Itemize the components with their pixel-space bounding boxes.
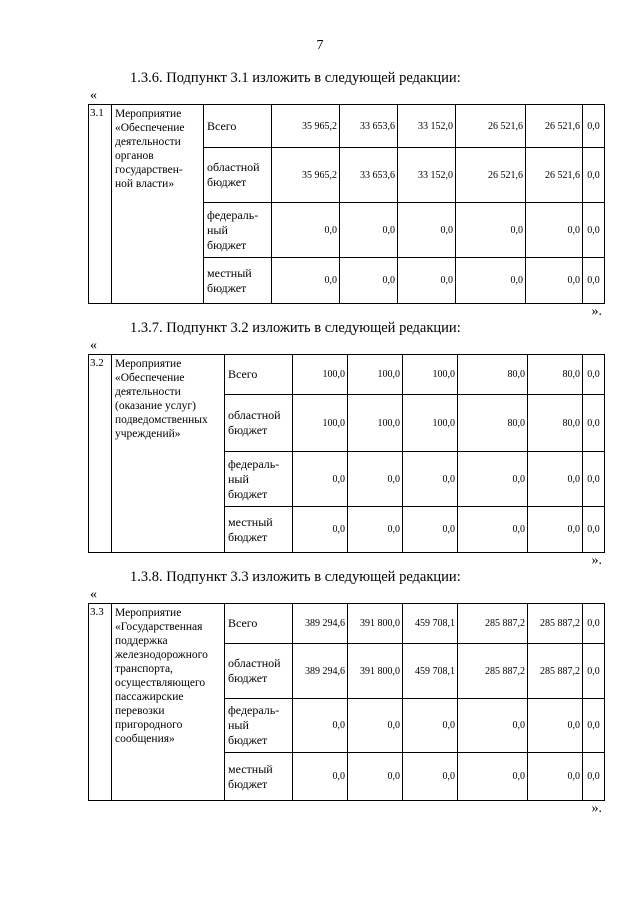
section-3-1 (88, 68, 604, 320)
value-cell: 389 294,6 (293, 604, 348, 644)
value-cell: 35 965,2 (272, 105, 340, 148)
budget-table (88, 354, 605, 553)
section-heading: 1.3.8. Подпункт 3.3 изложить в следующей редакции: (130, 569, 461, 585)
funding-source: Всего (204, 105, 272, 148)
value-cell: 0,0 (458, 699, 528, 753)
value-cell: 459 708,1 (403, 644, 458, 699)
funding-source: федераль-ный бюджет (225, 699, 293, 753)
value-cell: 0,0 (272, 258, 340, 304)
close-quote: ». (591, 304, 602, 319)
value-cell: 0,0 (526, 258, 583, 304)
measure-description: Мероприятие «Государственная поддержка железнодорожного транспорта, осуществляющего пассажирские перевозки пригородного сообщения» (112, 604, 225, 801)
measure-description: Мероприятие «Обеспечение деятельности (оказание услуг) подведомственных учреждений» (112, 355, 225, 553)
value-cell: 0,0 (456, 203, 526, 258)
value-cell: 100,0 (293, 395, 348, 452)
value-cell: 0,0 (340, 203, 398, 258)
budget-table (88, 104, 605, 304)
value-cell: 0,0 (293, 753, 348, 801)
value-cell: 0,0 (293, 507, 348, 553)
value-cell: 0,0 (583, 395, 605, 452)
close-quote: ». (591, 801, 602, 816)
value-cell: 0,0 (528, 699, 583, 753)
value-cell: 80,0 (458, 355, 528, 395)
value-cell: 0,0 (403, 507, 458, 553)
value-cell: 0,0 (293, 699, 348, 753)
value-cell: 0,0 (348, 452, 403, 507)
value-cell: 0,0 (348, 753, 403, 801)
value-cell: 0,0 (583, 258, 605, 304)
measure-description: Мероприятие «Обеспечение деятельности органов государствен-ной власти» (112, 105, 204, 304)
value-cell: 391 800,0 (348, 604, 403, 644)
value-cell: 100,0 (348, 395, 403, 452)
value-cell: 389 294,6 (293, 644, 348, 699)
value-cell: 0,0 (403, 699, 458, 753)
value-cell: 0,0 (583, 604, 605, 644)
funding-source: областной бюджет (225, 395, 293, 452)
funding-source: местный бюджет (225, 507, 293, 553)
value-cell: 0,0 (526, 203, 583, 258)
funding-source: областной бюджет (204, 148, 272, 203)
value-cell: 0,0 (583, 753, 605, 801)
value-cell: 0,0 (458, 452, 528, 507)
table-row (89, 105, 605, 148)
value-cell: 26 521,6 (526, 105, 583, 148)
value-cell: 100,0 (403, 355, 458, 395)
value-cell: 391 800,0 (348, 644, 403, 699)
value-cell: 80,0 (458, 395, 528, 452)
value-cell: 0,0 (403, 452, 458, 507)
value-cell: 33 152,0 (398, 148, 456, 203)
value-cell: 0,0 (583, 507, 605, 553)
value-cell: 0,0 (403, 753, 458, 801)
value-cell: 35 965,2 (272, 148, 340, 203)
section-3-2 (88, 318, 604, 569)
row-number: 3.2 (89, 355, 112, 553)
section-heading: 1.3.7. Подпункт 3.2 изложить в следующей редакции: (130, 320, 461, 336)
value-cell: 0,0 (583, 105, 605, 148)
value-cell: 80,0 (528, 355, 583, 395)
funding-source: федераль-ный бюджет (225, 452, 293, 507)
value-cell: 285 887,2 (458, 604, 528, 644)
value-cell: 285 887,2 (458, 644, 528, 699)
row-number: 3.1 (89, 105, 112, 304)
value-cell: 0,0 (583, 644, 605, 699)
value-cell: 0,0 (583, 148, 605, 203)
section-heading: 1.3.6. Подпункт 3.1 изложить в следующей редакции: (130, 70, 461, 86)
value-cell: 285 887,2 (528, 604, 583, 644)
row-number: 3.3 (89, 604, 112, 801)
value-cell: 0,0 (272, 203, 340, 258)
value-cell: 285 887,2 (528, 644, 583, 699)
section-3-3 (88, 567, 604, 817)
value-cell: 26 521,6 (456, 105, 526, 148)
value-cell: 0,0 (583, 699, 605, 753)
funding-source: местный бюджет (225, 753, 293, 801)
value-cell: 0,0 (293, 452, 348, 507)
value-cell: 0,0 (528, 452, 583, 507)
value-cell: 80,0 (528, 395, 583, 452)
funding-source: областной бюджет (225, 644, 293, 699)
table-row (89, 604, 605, 644)
close-quote: ». (591, 553, 602, 568)
budget-table (88, 603, 605, 801)
value-cell: 0,0 (348, 507, 403, 553)
open-quote: « (90, 338, 97, 353)
value-cell: 0,0 (583, 452, 605, 507)
value-cell: 100,0 (348, 355, 403, 395)
value-cell: 0,0 (348, 699, 403, 753)
value-cell: 0,0 (398, 258, 456, 304)
funding-source: Всего (225, 355, 293, 395)
value-cell: 100,0 (403, 395, 458, 452)
value-cell: 459 708,1 (403, 604, 458, 644)
open-quote: « (90, 587, 97, 602)
value-cell: 0,0 (340, 258, 398, 304)
value-cell: 0,0 (458, 753, 528, 801)
value-cell: 100,0 (293, 355, 348, 395)
value-cell: 33 152,0 (398, 105, 456, 148)
value-cell: 0,0 (398, 203, 456, 258)
funding-source: местный бюджет (204, 258, 272, 304)
table-row (89, 355, 605, 395)
page-number: 7 (316, 38, 324, 53)
value-cell: 33 653,6 (340, 148, 398, 203)
funding-source: федераль-ный бюджет (204, 203, 272, 258)
value-cell: 0,0 (583, 355, 605, 395)
funding-source: Всего (225, 604, 293, 644)
value-cell: 26 521,6 (526, 148, 583, 203)
open-quote: « (90, 88, 97, 103)
value-cell: 33 653,6 (340, 105, 398, 148)
value-cell: 0,0 (528, 507, 583, 553)
value-cell: 0,0 (456, 258, 526, 304)
value-cell: 0,0 (458, 507, 528, 553)
value-cell: 0,0 (583, 203, 605, 258)
value-cell: 0,0 (528, 753, 583, 801)
value-cell: 26 521,6 (456, 148, 526, 203)
